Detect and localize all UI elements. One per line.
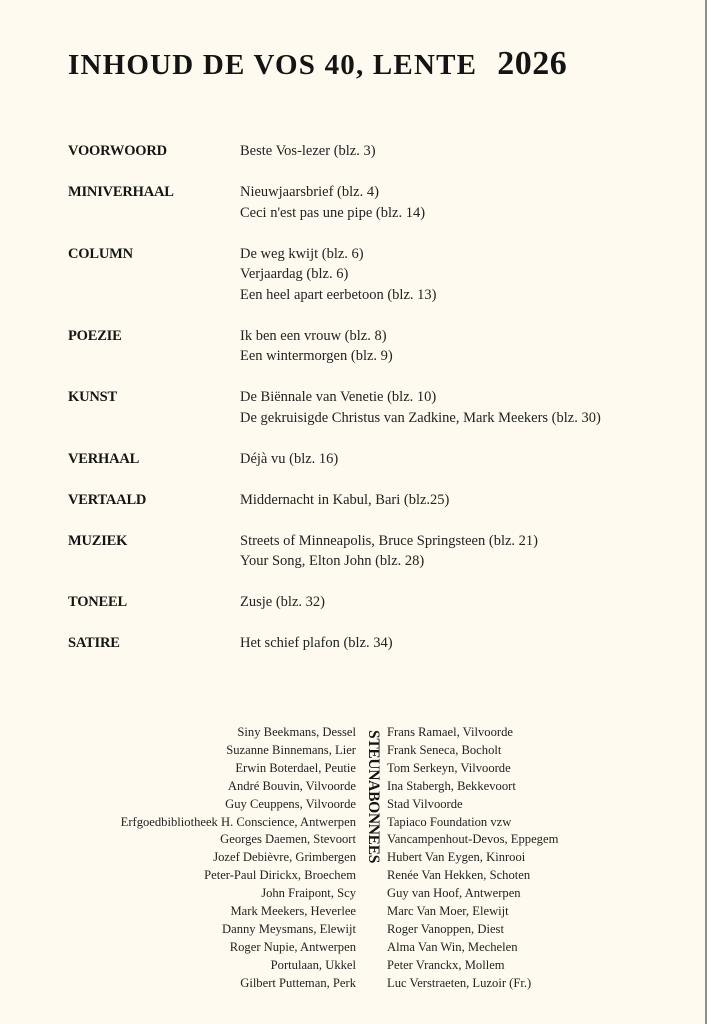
- toc-entries: [240, 326, 688, 367]
- sponsor-entry: Peter Vranckx, Mollem: [387, 957, 505, 972]
- toc-entry: Ceci n'est pas une pipe (blz. 14): [240, 204, 426, 221]
- toc-entries: [240, 182, 688, 223]
- toc-section: [68, 531, 688, 572]
- toc-category: VERTAALD: [68, 491, 147, 508]
- sponsor-entry: André Bouvin, Vilvoorde: [227, 778, 356, 793]
- toc-category: POEZIE: [68, 327, 122, 344]
- toc-entry: De gekruisigde Christus van Zadkine, Mark Meekers (blz. 30): [240, 409, 601, 426]
- toc-entries: [240, 387, 688, 428]
- toc-entry: Nieuwjaarsbrief (blz. 4): [240, 184, 379, 200]
- toc-category: TONEEL: [68, 594, 127, 610]
- toc-entries: [240, 449, 688, 470]
- toc-category: VERHAAL: [68, 450, 140, 467]
- toc-entry: Beste Vos-lezer (blz. 3): [240, 143, 376, 159]
- sponsor-entry: Frans Ramael, Vilvoorde: [387, 725, 513, 739]
- sponsor-entry: Tom Serkeyn, Vilvoorde: [387, 760, 511, 775]
- toc-entry: Middernacht in Kabul, Bari (blz.25): [240, 491, 450, 508]
- toc-entries: [240, 490, 688, 511]
- sponsor-entry: Guy van Hoof, Antwerpen: [387, 886, 521, 901]
- toc-category: MUZIEK: [68, 532, 128, 549]
- sponsors-list-right: [387, 724, 558, 993]
- toc-entries: [240, 244, 688, 306]
- toc-category: VOORWOORD: [68, 143, 167, 159]
- sponsor-entry: Erfgoedbibliotheek H. Conscience, Antwerpen: [120, 814, 356, 829]
- toc-category: MINIVERHAAL: [68, 184, 174, 200]
- sponsor-entry: Luc Verstraeten, Luzoir (Fr.): [387, 975, 532, 990]
- sponsor-entry: Georges Daemen, Stevoort: [220, 832, 356, 847]
- toc-entries: [240, 531, 688, 572]
- toc-entry: Your Song, Elton John (blz. 28): [240, 553, 425, 569]
- sponsor-entry: Portulaan, Ukkel: [270, 957, 356, 972]
- toc-section: [68, 592, 688, 613]
- sponsor-entry: Tapiaco Foundation vzw: [387, 814, 512, 829]
- toc-category: COLUMN: [68, 245, 133, 262]
- title-text: INHOUD DE VOS 40, LENTE: [68, 49, 478, 81]
- sponsor-entry: Roger Vanoppen, Diest: [387, 921, 504, 936]
- sponsor-entry: Jozef Debièvre, Grimbergen: [213, 850, 356, 865]
- toc-entry: Het schief plafon (blz. 34): [240, 635, 393, 651]
- toc-section: [68, 633, 688, 654]
- sponsors-list-left: [121, 724, 356, 993]
- toc-entries: [240, 141, 688, 162]
- toc-category: SATIRE: [68, 635, 120, 651]
- sponsor-entry: Danny Meysmans, Elewijt: [222, 921, 356, 936]
- sponsor-entry: Roger Nupie, Antwerpen: [229, 939, 356, 954]
- sponsor-entry: Suzanne Binnemans, Lier: [226, 742, 356, 757]
- sponsor-entry: Marc Van Moer, Elewijt: [387, 904, 509, 919]
- toc-entry: De weg kwijt (blz. 6): [240, 245, 364, 262]
- toc-entry: Verjaardag (blz. 6): [240, 266, 349, 282]
- sponsor-entry: Erwin Boterdael, Peutie: [235, 760, 356, 775]
- toc-entry: Déjà vu (blz. 16): [240, 450, 339, 467]
- toc-section: [68, 182, 688, 223]
- sponsors-heading: STEUNABONNEES: [365, 730, 382, 864]
- toc-entry: Streets of Minneapolis, Bruce Springsteen (blz. 21): [240, 532, 538, 549]
- toc-section: [68, 490, 688, 511]
- sponsor-entry: John Fraipont, Scy: [261, 886, 356, 901]
- toc-section: [68, 141, 688, 162]
- sponsor-entry: Mark Meekers, Heverlee: [230, 904, 356, 919]
- title-year: 2026: [497, 45, 568, 82]
- toc-section: [68, 449, 688, 470]
- toc-entry: Een heel apart eerbetoon (blz. 13): [240, 286, 437, 303]
- sponsor-entry: Siny Beekmans, Dessel: [237, 725, 356, 739]
- table-of-contents: [68, 141, 688, 674]
- toc-category: KUNST: [68, 389, 117, 405]
- sponsor-entry: Gilbert Putteman, Perk: [240, 975, 356, 990]
- sponsor-entry: Guy Ceuppens, Vilvoorde: [225, 796, 356, 811]
- toc-entry: Ik ben een vrouw (blz. 8): [240, 327, 387, 344]
- toc-entries: [240, 633, 688, 654]
- sponsor-entry: Ina Stabergh, Bekkevoort: [387, 778, 516, 793]
- sponsor-entry: Peter-Paul Dirickx, Broechem: [204, 868, 356, 883]
- sponsor-entry: Hubert Van Eygen, Kinrooi: [387, 850, 526, 865]
- toc-entry: Een wintermorgen (blz. 9): [240, 348, 393, 364]
- toc-entry: De Biënnale van Venetie (blz. 10): [240, 389, 437, 405]
- toc-section: [68, 244, 688, 306]
- toc-section: [68, 387, 688, 428]
- toc-entry: Zusje (blz. 32): [240, 594, 325, 610]
- toc-section: [68, 326, 688, 367]
- sponsor-entry: Stad Vilvoorde: [387, 796, 463, 811]
- page-title: [68, 44, 567, 85]
- sponsor-entry: Alma Van Win, Mechelen: [387, 939, 518, 954]
- toc-entries: [240, 592, 688, 613]
- sponsor-entry: Renée Van Hekken, Schoten: [387, 868, 531, 883]
- sponsor-entry: Vancampenhout-Devos, Eppegem: [387, 832, 559, 847]
- sponsor-entry: Frank Seneca, Bocholt: [387, 742, 502, 757]
